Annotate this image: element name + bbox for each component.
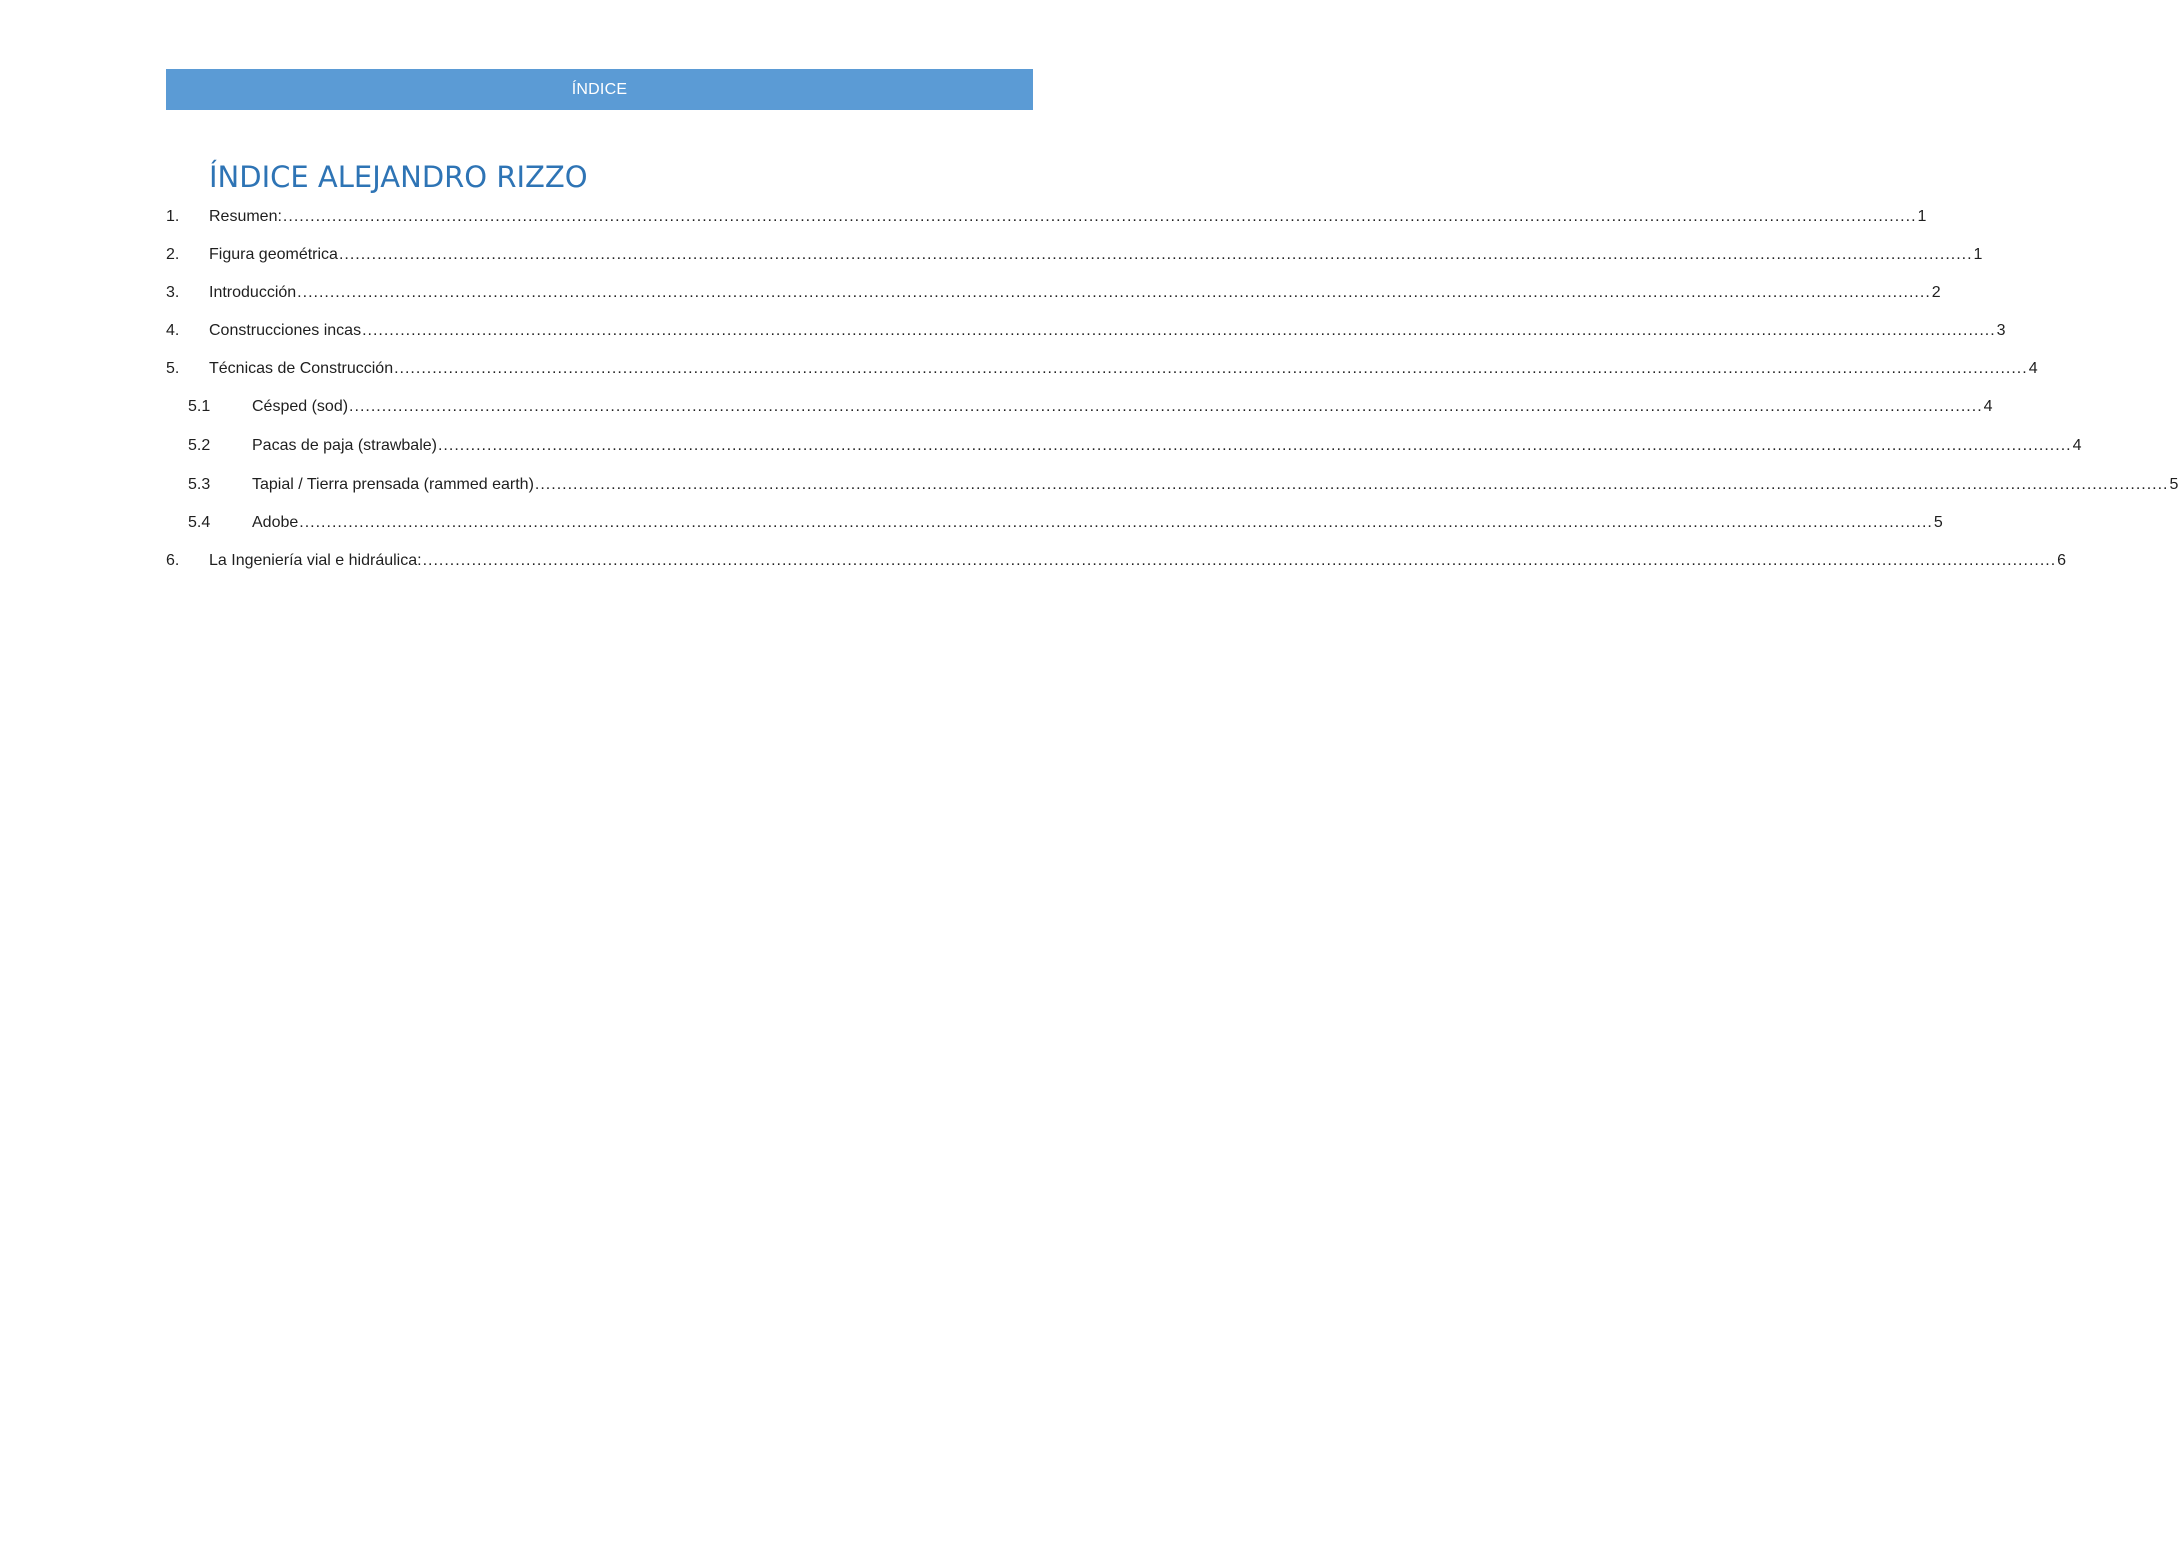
toc-entry-page: 3	[1996, 322, 2006, 339]
toc-dot-leader: ............................................................................................................................................................................................................................................................................................................	[394, 360, 2028, 377]
toc-entry-number: 5.	[166, 360, 180, 377]
toc-entry[interactable]	[166, 243, 1983, 267]
toc-subentry[interactable]	[166, 511, 1943, 535]
toc-entry-number: 6.	[166, 552, 180, 569]
toc-entry-page: 4	[2072, 437, 2082, 454]
toc-entry-label: Adobe	[252, 514, 299, 531]
toc-entry-page: 5	[1933, 514, 1943, 531]
toc-entry-number: 1.	[166, 208, 180, 225]
toc-dot-leader: ............................................................................................................................................................................................................................................................................................................	[422, 552, 2057, 569]
toc-list	[166, 0, 2178, 600]
toc-entry-page: 4	[1983, 398, 1993, 415]
toc-entry-label: Tapial / Tierra prensada (rammed earth)	[252, 476, 534, 493]
toc-dot-leader: ............................................................................................................................................................................................................................................................................................................	[437, 437, 2072, 454]
toc-entry-page: 4	[2028, 360, 2038, 377]
toc-entry-label: Resumen:	[209, 208, 282, 225]
toc-entry-page: 5	[2169, 476, 2178, 493]
toc-entry-number: 5.4	[188, 514, 211, 531]
toc-entry[interactable]	[166, 357, 2038, 381]
toc-dot-leader: ............................................................................................................................................................................................................................................................................................................	[299, 514, 1933, 531]
toc-entry[interactable]	[166, 319, 2006, 343]
toc-subentry[interactable]	[166, 434, 2082, 458]
toc-entry[interactable]	[166, 205, 1927, 229]
toc-entry-label: Construcciones incas	[209, 322, 362, 339]
toc-entry-page: 6	[2057, 552, 2067, 569]
toc-entry-label: Césped (sod)	[252, 398, 349, 415]
toc-entry[interactable]	[166, 549, 2067, 573]
toc-entry[interactable]	[166, 281, 1941, 305]
toc-entry-number: 5.1	[188, 398, 211, 415]
toc-entry-page: 1	[1973, 246, 1983, 263]
toc-dot-leader: ............................................................................................................................................................................................................................................................................................................	[534, 476, 2169, 493]
toc-entry-number: 2.	[166, 246, 180, 263]
toc-entry-number: 3.	[166, 284, 180, 301]
toc-entry-page: 2	[1931, 284, 1941, 301]
toc-subentry[interactable]	[166, 473, 2178, 497]
toc-dot-leader: ............................................................................................................................................................................................................................................................................................................	[282, 208, 1917, 225]
toc-subentry[interactable]	[166, 395, 1993, 419]
toc-entry-label: Introducción	[209, 284, 297, 301]
toc-entry-label: Técnicas de Construcción	[209, 360, 394, 377]
toc-entry-page: 1	[1917, 208, 1927, 225]
toc-entry-label: Pacas de paja (strawbale)	[252, 437, 437, 454]
toc-dot-leader: ............................................................................................................................................................................................................................................................................................................	[338, 246, 1973, 263]
toc-heading: ÍNDICE ALEJANDRO RIZZO	[209, 160, 588, 194]
toc-entry-label: La Ingeniería vial e hidráulica:	[209, 552, 422, 569]
toc-entry-number: 5.2	[188, 437, 211, 454]
toc-entry-number: 4.	[166, 322, 180, 339]
toc-dot-leader: ............................................................................................................................................................................................................................................................................................................	[297, 284, 1931, 301]
toc-dot-leader: ............................................................................................................................................................................................................................................................................................................	[349, 398, 1983, 415]
page-header-title: ÍNDICE	[571, 80, 628, 98]
toc-dot-leader: ............................................................................................................................................................................................................................................................................................................	[362, 322, 1996, 339]
toc-entry-number: 5.3	[188, 476, 211, 493]
toc-entry-label: Figura geométrica	[209, 246, 338, 263]
